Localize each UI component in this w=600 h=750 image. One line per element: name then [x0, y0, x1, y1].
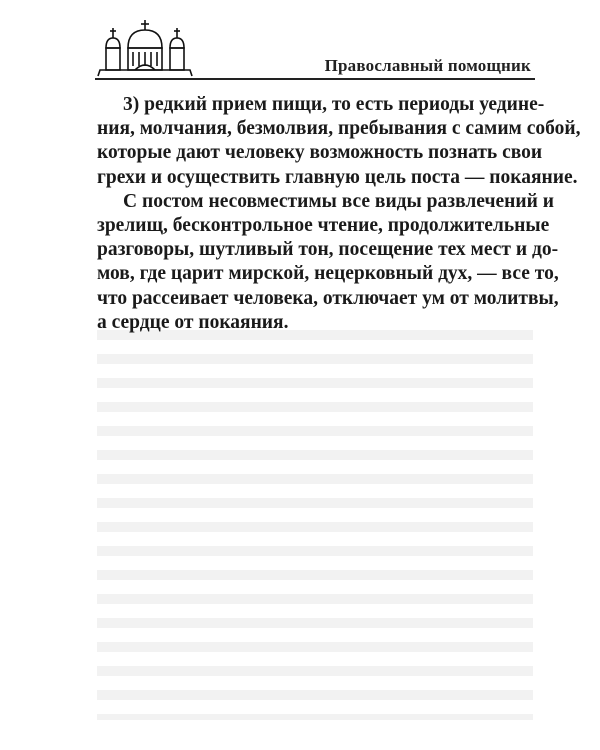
text-line: разговоры, шутливый тон, посещение тех мест и до-	[97, 239, 559, 261]
header-rule	[95, 78, 535, 80]
text-line: С постом несовместимы все виды развлечений и	[123, 190, 554, 212]
text-line: 3) редкий прием пищи, то есть периоды уедине-	[123, 94, 545, 115]
text-line: зрелищ, бесконтрольное чтение, продолжительные	[97, 215, 550, 237]
running-title: Православный помощник	[324, 56, 531, 75]
text-line: а сердце от покаяния.	[97, 311, 289, 333]
text-line: мов, где царит мирской, нецерковный дух, — все то,	[97, 263, 559, 285]
text-line: что рассеивает человека, отключает ум от молитвы,	[97, 287, 559, 309]
body-text	[97, 93, 581, 335]
page-header	[95, 20, 535, 82]
bleed-through-shadow	[97, 330, 533, 720]
text-line: ния, молчания, безмолвия, пребывания с самим собой,	[97, 118, 581, 140]
text-line: которые дают человеку возможность познать свои	[97, 142, 543, 164]
text-line: грехи и осуществить главную цель поста — покаяние.	[97, 166, 578, 188]
church-domes-icon	[95, 20, 195, 80]
